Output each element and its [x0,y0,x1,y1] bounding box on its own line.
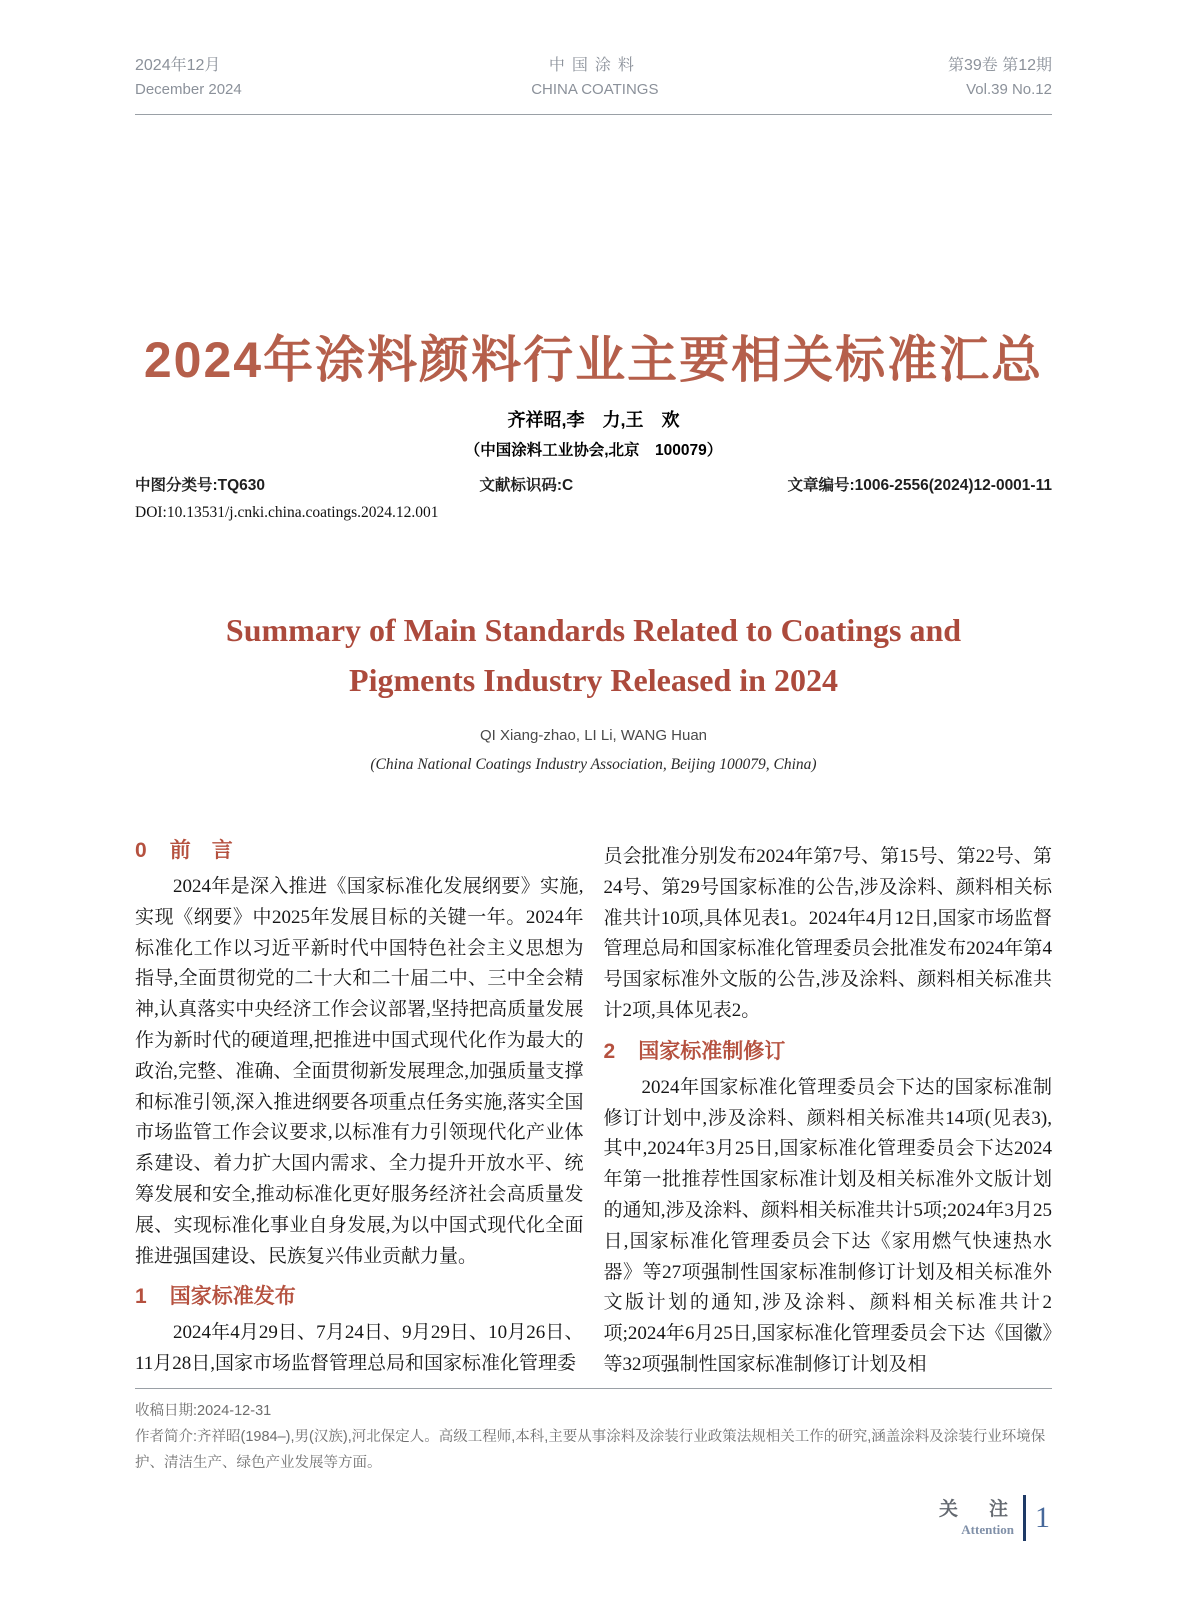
journal-name-en: CHINA COATINGS [531,81,659,98]
section-heading-1-national-standards-release [135,1284,584,1310]
paragraph-section1-continued: 员会批准分别发布2024年第7号、第15号、第22号、第24号、第29号国家标准的公告,涉及涂料、颜料相关标准共计10项,具体见表1。2024年4月12日,国家市场监督管理总局和国家标准化管理委员会批准发布2024年第4号国家标准外文版的公告,涉及涂料、颜料相关标准共计2项,具体见表2。 [603,846,1052,1021]
section-number: 0 [135,839,147,862]
volume-issue-en: Vol.39 No.12 [966,81,1052,98]
section-title: 国家标准制修订 [638,1039,786,1063]
footer-column-label [939,1498,1014,1538]
author-bio: 作者简介:齐祥昭(1984–),男(汉族),河北保定人。高级工程师,本科,主要从事涂料及涂装行业政策法规相关工作的研究,涵盖涂料及涂装行业环境保护、清洁生产、绿色产业发展等方面。 [135,1429,1046,1471]
page-number: 1 [1035,1501,1050,1534]
article-title-en [0,605,1187,705]
right-column [604,836,1053,1386]
affiliation-cn: （中国涂料工业协会,北京 100079） [464,442,723,459]
authors-en: QI Xiang-zhao, LI Li, WANG Huan [479,727,708,744]
section-title: 国家标准发布 [169,1285,296,1309]
footer-label-en: Attention [961,1522,1014,1537]
article-title-en-line2: Pigments Industry Released in 2024 [349,662,838,698]
footer-divider-bar [1023,1495,1026,1541]
section-title: 前 言 [169,839,233,862]
running-head-left [135,54,242,102]
paragraph-section1-start: 2024年4月29日、7月24日、9月29日、10月26日、11月28日,国家市场监督管理总局和国家标准化管理委 [135,1322,584,1375]
paragraph-foreword: 2024年是深入推进《国家标准化发展纲要》实施,实现《纲要》中2025年发展目标的关键一年。2024年标准化工作以习近平新时代中国特色社会主义思想为指导,全面贯彻党的二十大和二十届二中、三中全会精神,认真落实中央经济工作会议部署,坚持把高质量发展作为新时代的硬道理,把推进中国式现代化作为最大的政治,完整、准确、全面贯彻新发展理念,加强质量支撑和标准引领,深入推进纲要各项重点任务实施,落实全国市场监管工作会议要求,以标准有力引领现代化产业体系建设、着力扩大国内需求、全力提升开放水平、统筹发展和安全,推动标准化更好服务经济社会高质量发展、实现标准化事业自身发展,为以中国式现代化全面推进强国建设、民族复兴伟业贡献力量。 [135,876,584,1267]
running-head-right [948,54,1052,102]
paragraph-section2: 2024年国家标准化管理委员会下达的国家标准制修订计划中,涉及涂料、颜料相关标准共14项(见表3),其中,2024年3月25日,国家标准化管理委员会下达2024年第一批推荐性国家标准计划及相关标准外文版计划的通知,涉及涂料、颜料相关标准共计5项;2024年3月25日,国家标准化管理委员会下达《家用燃气快速热水器》等27项强制性国家标准制修订计划及相关标准外文版计划的通知,涉及涂料、颜料相关标准共计2项;2024年6月25日,国家标准化管理委员会下达《国徽》等32项强制性国家标准制修订计划及相 [603,1076,1052,1375]
doi: DOI:10.13531/j.cnki.china.coatings.2024.12.001 [135,504,439,521]
running-head [135,54,1052,115]
footer-label-cn: 关 注 [938,1499,1014,1520]
section-number: 1 [135,1285,147,1309]
clc-number: 中图分类号:TQ630 [135,477,266,494]
footnote-block [135,1388,1052,1476]
page-footer [939,1495,1050,1541]
article-meta-row [135,473,1052,495]
issue-date-en: December 2024 [135,81,242,98]
authors-cn: 齐祥昭,李 力,王 欢 [507,410,680,430]
section-heading-0-foreword [135,838,584,864]
left-column [135,836,584,1386]
section-number: 2 [603,1039,616,1063]
journal-name-cn: 中国涂料 [548,57,641,74]
issue-date-cn: 2024年12月 [135,57,221,74]
article-title-en-line1: Summary of Main Standards Related to Coatings and [225,612,962,648]
received-date: 收稿日期:2024-12-31 [135,1403,272,1419]
document-code: 文献标识码:C [479,477,574,494]
article-title-cn: 2024年涂料颜料行业主要相关标准汇总 [143,332,1044,388]
article-id: 文章编号:1006-2556(2024)12-0001-11 [787,477,1052,494]
volume-issue-cn: 第39卷 第12期 [947,57,1052,74]
affiliation-en: (China National Coatings Industry Association, Beijing 100079, China) [370,756,817,773]
section-heading-2-standards-revision [604,1039,1053,1065]
article-body [135,836,1052,1386]
running-head-center [531,54,658,102]
